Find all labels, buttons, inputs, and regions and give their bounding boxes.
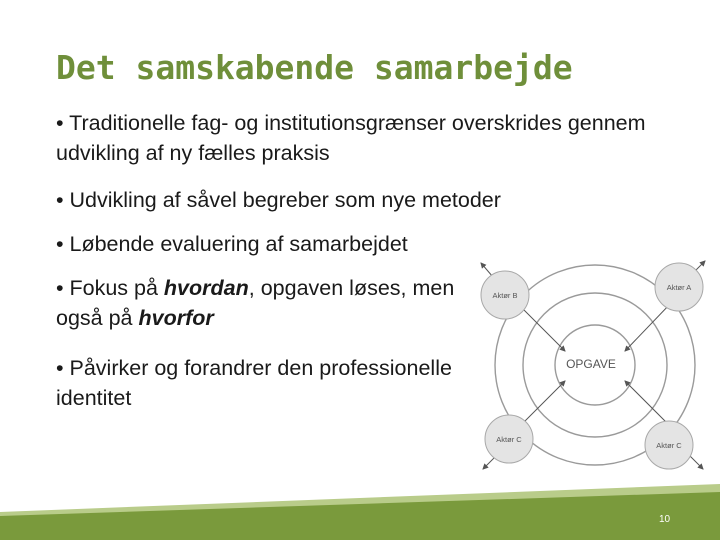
arrow-c-in	[519, 381, 565, 427]
bullet-fokus-pre: • Fokus på	[56, 276, 164, 300]
actor-a-label: Aktør A	[666, 283, 692, 292]
bullet-identitet: • Påvirker og forandrer den professionelle identitet	[56, 356, 452, 410]
center-label: OPGAVE	[566, 357, 616, 371]
page-number: 10	[659, 514, 671, 525]
bullet-fokus	[56, 273, 476, 333]
bullet-begreber: • Udvikling af såvel begreber som nye metoder	[56, 188, 501, 212]
actor-d-label: Aktør C	[656, 441, 682, 450]
emphasis-hvordan: hvordan	[163, 276, 249, 300]
slide-title: Det samskabende samarbejde	[56, 48, 573, 87]
arrow-d-out	[689, 455, 703, 469]
actor-b-label: Aktør B	[492, 291, 518, 300]
footer-band	[0, 478, 720, 540]
arrow-d-in	[625, 381, 671, 427]
actor-c-label: Aktør C	[496, 435, 522, 444]
bullet-evaluering: • Løbende evaluering af samarbejdet	[56, 232, 408, 256]
collaboration-diagram	[475, 255, 715, 480]
bullet-grænser: • Traditionelle fag- og institutionsgrænser overskrides gennem udvikling af ny fælles praksis	[56, 111, 646, 165]
emphasis-hvorfor: hvorfor	[138, 306, 214, 330]
bullet-fokus-mid: , opgaven løses, men også på	[56, 276, 455, 330]
